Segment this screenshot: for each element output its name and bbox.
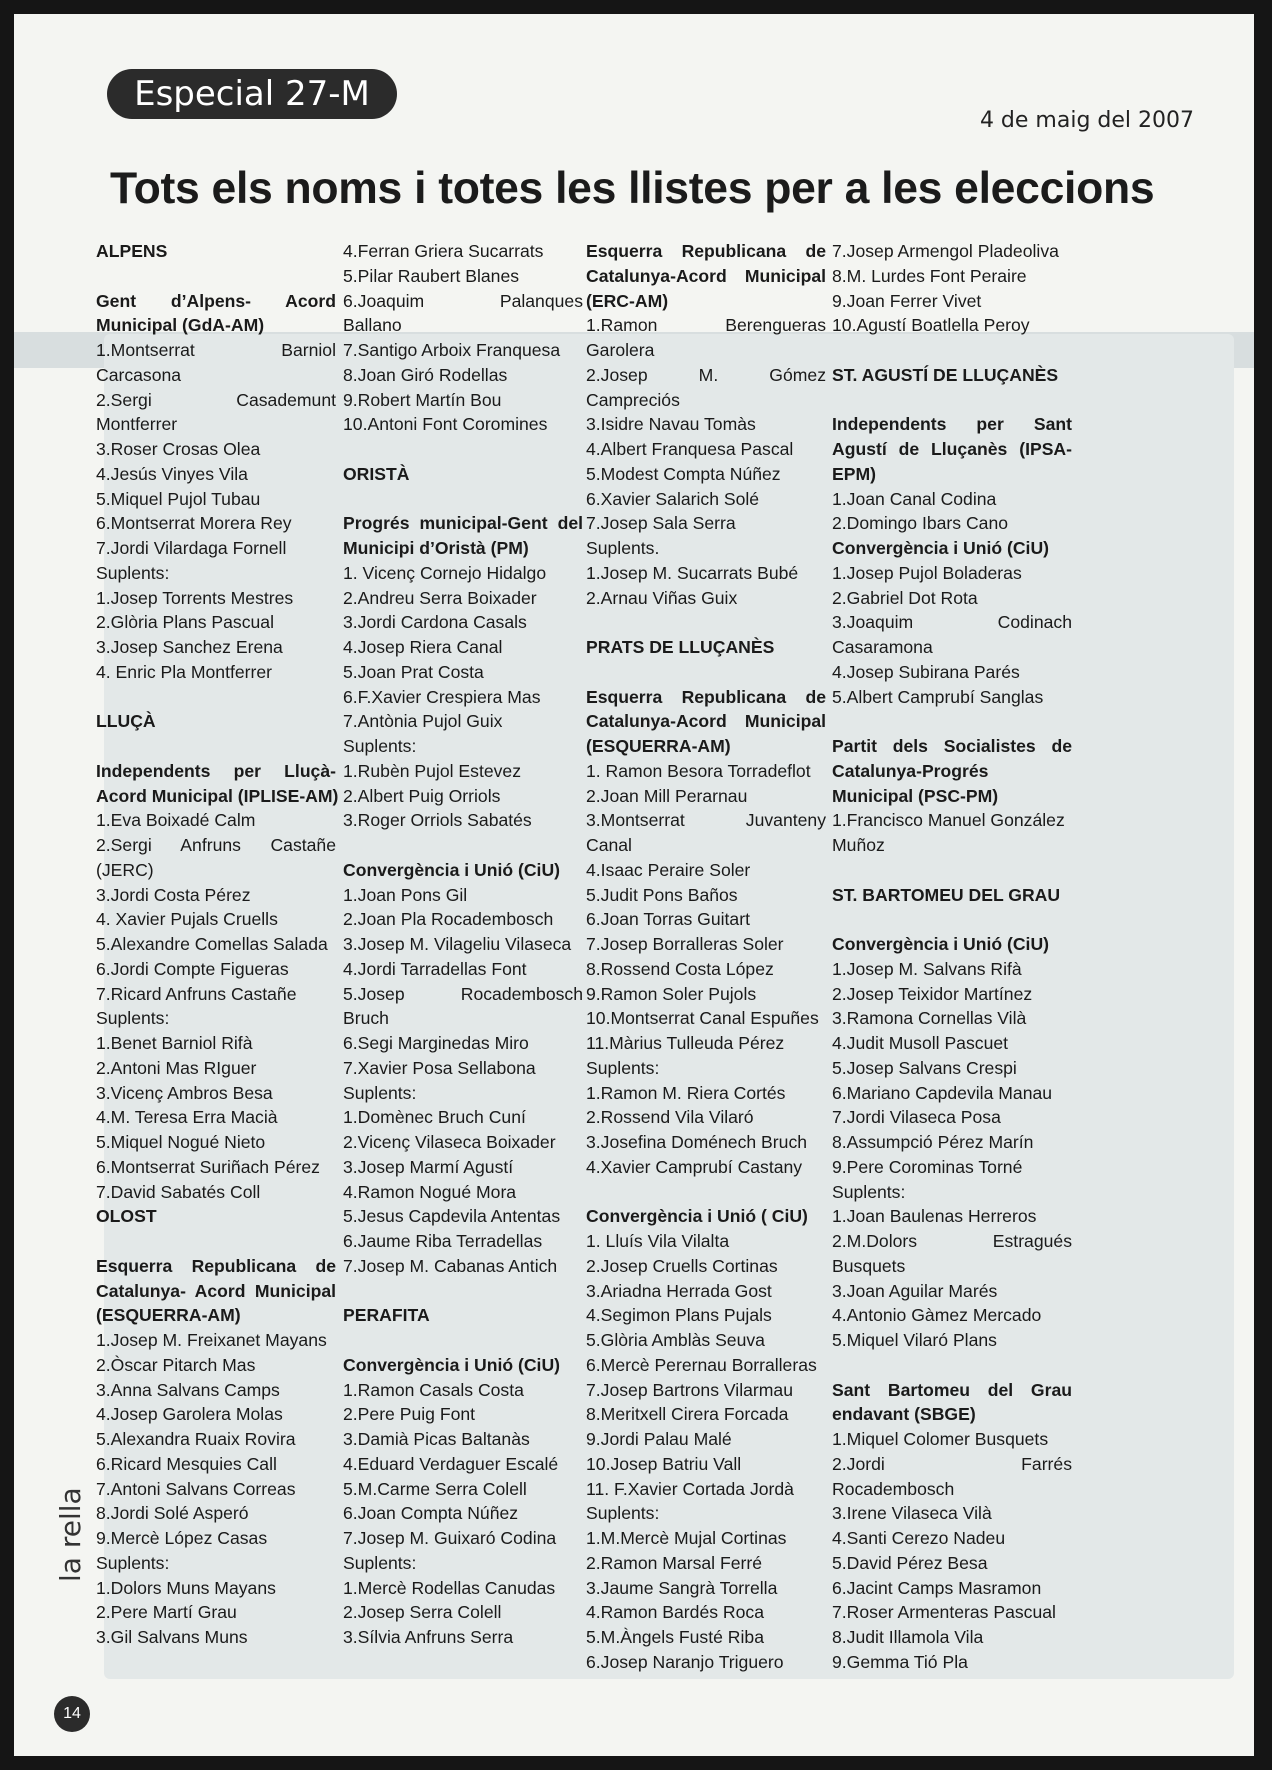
candidate-line: 4.Jesús Vinyes Vila (96, 463, 248, 484)
spacer (96, 685, 336, 710)
spacer (343, 487, 583, 512)
candidate-line: 4.Jordi Tarradellas Font (343, 958, 527, 979)
candidate-line: 9.Gemma Tió Pla (832, 1651, 968, 1672)
municipality-heading: LLUÇÀ (96, 711, 156, 732)
candidate-line: 1.Miquel Colomer Busquets (832, 1429, 1049, 1449)
candidate-line: 2.Joan Pla Rocadembosch (343, 909, 554, 930)
candidate-line: Muñoz (832, 835, 885, 855)
candidate-line: 4.Josep Riera Canal (343, 637, 503, 657)
list-column-2 (343, 239, 583, 1650)
candidate-line: Suplents: (343, 736, 417, 756)
candidate-line: 7.Josep Armengol Pladeoliva (832, 241, 1059, 261)
candidate-line: 10.Josep Batriu Vall (586, 1453, 742, 1474)
candidate-line: 7.Jordi Vilaseca Posa (832, 1107, 1001, 1128)
candidate-line: 3.Vicenç Ambros Besa (96, 1082, 273, 1103)
candidate-line: 6.Jaume Riba Terradellas (343, 1231, 543, 1251)
candidate-line: 10.Agustí Boatlella Peroy (832, 315, 1030, 336)
candidate-line: 7.Josep M. Cabanas Antich (343, 1255, 558, 1276)
list-column-4 (832, 239, 1072, 1675)
candidate-line: 2.Vicenç Vilaseca Boixader (343, 1132, 556, 1152)
candidate-line: 7.Roser Armenteras Pascual (832, 1602, 1056, 1623)
candidate-line: 6.Joaquim Palanques (343, 290, 583, 311)
list-column-3 (586, 239, 826, 1675)
candidate-line: 2.Arnau Viñas Guix (586, 587, 738, 608)
spacer (832, 858, 1072, 883)
candidate-line: 7.Antònia Pujol Guix (343, 711, 503, 732)
candidate-line: 8.Assumpció Pérez Marín (832, 1132, 1034, 1152)
candidate-line: 4.Santi Cerezo Nadeu (832, 1528, 1006, 1548)
spacer (343, 437, 583, 462)
candidate-line: 6.Joan Torras Guitart (586, 909, 750, 930)
candidate-line: 3.Montserrat Juvanteny (586, 810, 826, 831)
party-name: Municipal (PSC-PM) (832, 785, 999, 806)
candidate-line: 7.Antoni Salvans Correas (96, 1478, 296, 1499)
spacer (343, 1279, 583, 1304)
candidate-line: 4.Isaac Peraire Soler (586, 859, 751, 880)
candidate-line: 2.Josep Serra Colell (343, 1602, 502, 1623)
candidate-line: 1.Montserrat Barniol (96, 340, 336, 360)
party-name: Convergència i Unió ( CiU) (586, 1206, 808, 1227)
candidate-line: 3.Irene Vilaseca Vilà (832, 1503, 992, 1524)
spacer (832, 1353, 1072, 1378)
candidate-line: 3.Ramona Cornellas Vilà (832, 1008, 1027, 1029)
candidate-line: 1.Mercè Rodellas Canudas (343, 1577, 556, 1598)
party-name: Catalunya- Acord Municipal (96, 1280, 336, 1301)
candidate-line: 5.Miquel Vilaró Plans (832, 1330, 997, 1350)
candidate-line: 6.Josep Naranjo Triguero (586, 1651, 784, 1672)
candidate-line: 6.Ricard Mesquies Call (96, 1453, 277, 1474)
candidate-line: 1.Francisco Manuel González (832, 810, 1065, 831)
candidate-line: 5.Joan Prat Costa (343, 661, 484, 682)
candidate-line: 2.Josep Teixidor Martínez (832, 983, 1033, 1004)
candidate-line: 4.Xavier Camprubí Castany (586, 1156, 803, 1177)
candidate-line: 7.Josep M. Guixaró Codina (343, 1528, 557, 1548)
candidate-line: 2.Sergi Casademunt (96, 389, 336, 410)
candidate-line: 1.M.Mercè Mujal Cortinas (586, 1528, 787, 1548)
party-name: Municipal (GdA-AM) (96, 315, 265, 336)
party-name: Catalunya-Acord Municipal (586, 265, 826, 286)
candidate-line: 8.Judit Illamola Vila (832, 1627, 984, 1647)
candidate-line: 2.Albert Puig Orriols (343, 785, 501, 806)
candidate-line: 7.Josep Bartrons Vilarmau (586, 1379, 793, 1400)
candidate-line: Suplents: (343, 1552, 417, 1573)
candidate-line: 1.Joan Baulenas Herreros (832, 1206, 1037, 1227)
candidate-line: 4.Ramon Nogué Mora (343, 1181, 517, 1202)
candidate-line: 2.Sergi Anfruns Castañe (96, 835, 336, 855)
candidate-line: 3.Jaume Sangrà Torrella (586, 1577, 778, 1598)
municipality-heading: ALPENS (96, 241, 168, 261)
candidate-line: 5.David Pérez Besa (832, 1552, 988, 1573)
candidate-line: 4.Josep Subirana Parés (832, 661, 1020, 682)
candidate-line: 3.Joan Aguilar Marés (832, 1280, 998, 1301)
municipality-heading: ORISTÀ (343, 463, 410, 484)
municipality-heading: PRATS DE LLUÇANÈS (586, 637, 775, 657)
candidate-line: 4.Ramon Bardés Roca (586, 1602, 764, 1623)
candidate-line: 9.Ramon Soler Pujols (586, 983, 757, 1004)
candidate-line: 10.Antoni Font Coromines (343, 414, 548, 435)
candidate-line: 7.Xavier Posa Sellabona (343, 1057, 536, 1078)
candidate-line: 4. Enric Pla Montferrer (96, 661, 272, 682)
candidate-line: 4.Eduard Verdaguer Escalé (343, 1453, 559, 1474)
candidate-line: 3.Gil Salvans Muns (96, 1627, 248, 1647)
municipality-heading: ST. BARTOMEU DEL GRAU (832, 884, 1061, 905)
candidate-line: 1.Benet Barniol Rifà (96, 1033, 253, 1053)
spacer (832, 907, 1072, 932)
candidate-line: 1.Rubèn Pujol Estevez (343, 760, 521, 781)
candidate-line: 4.Ferran Griera Sucarrats (343, 241, 544, 261)
candidate-line: 6.Mercè Perernau Borralleras (586, 1354, 817, 1375)
candidate-line: 3.Roger Orriols Sabatés (343, 810, 532, 831)
candidate-line: Suplents. (586, 538, 660, 558)
candidate-line: 7.Ricard Anfruns Castañe (96, 983, 297, 1004)
candidate-line: 1.Josep M. Freixanet Mayans (96, 1330, 327, 1350)
candidate-line: 1.Dolors Muns Mayans (96, 1577, 276, 1598)
party-name: Esquerra Republicana de (586, 686, 826, 707)
spacer (586, 610, 826, 635)
candidate-line: 6.Xavier Salarich Solé (586, 488, 760, 509)
candidate-line: 3.Roser Crosas Olea (96, 439, 261, 459)
candidate-line: 8.Jordi Solé Asperó (96, 1503, 249, 1524)
candidate-line: 6.Mariano Capdevila Manau (832, 1082, 1053, 1103)
candidate-line: 11.Màrius Tulleuda Pérez (586, 1033, 785, 1053)
candidate-line: 5.Glòria Amblàs Seuva (586, 1330, 765, 1350)
spacer (586, 1180, 826, 1205)
candidate-line: 6.Joan Compta Núñez (343, 1503, 519, 1524)
candidate-line: 8.Joan Giró Rodellas (343, 364, 508, 385)
candidate-line: Ballano (343, 315, 402, 336)
party-name: Catalunya-Progrés (832, 760, 989, 781)
spacer (96, 734, 336, 759)
candidate-line: Suplents: (586, 1057, 660, 1078)
party-name: Esquerra Republicana de (586, 241, 826, 261)
candidate-line: 3.Jordi Costa Pérez (96, 884, 251, 905)
candidate-line: 2.Domingo Ibars Cano (832, 513, 1009, 534)
candidate-line: 7.David Sabatés Coll (96, 1181, 261, 1202)
candidate-line: 1.Eva Boixadé Calm (96, 810, 256, 831)
party-name: EPM) (832, 463, 876, 484)
candidate-line: Canal (586, 835, 632, 855)
party-name: Convergència i Unió (CiU) (343, 859, 561, 880)
party-name: (ERC-AM) (586, 290, 669, 311)
candidate-line: 2.Glòria Plans Pascual (96, 612, 274, 633)
candidate-line: 6.Segi Marginedas Miro (343, 1033, 529, 1053)
candidate-line: Bruch (343, 1008, 389, 1029)
candidate-line: 6.Montserrat Morera Rey (96, 513, 292, 534)
spacer (96, 1229, 336, 1254)
candidate-line: 2.Òscar Pitarch Mas (96, 1354, 256, 1375)
candidate-line: 3.Isidre Navau Tomàs (586, 414, 756, 435)
candidate-line: 1. Ramon Besora Torradeflot (586, 760, 811, 781)
candidate-line: 2.Rossend Vila Vilaró (586, 1107, 754, 1128)
candidate-line: 5.M.Carme Serra Colell (343, 1478, 527, 1499)
candidate-line: 6.Jordi Compte Figueras (96, 958, 289, 979)
candidate-line: 8.Meritxell Cirera Forcada (586, 1404, 789, 1425)
party-name: Independents per Sant (832, 414, 1072, 435)
spacer (586, 660, 826, 685)
candidate-line: 4.Albert Franquesa Pascal (586, 439, 794, 459)
candidate-line: 1.Josep Torrents Mestres (96, 587, 294, 608)
candidate-line: 5.Alexandra Ruaix Rovira (96, 1429, 296, 1449)
party-name: Agustí de Lluçanès (IPSA- (832, 439, 1072, 459)
candidate-line: 3.Joaquim Codinach (832, 612, 1072, 633)
candidate-line: 7.Josep Borralleras Soler (586, 934, 784, 954)
candidate-line: 9.Robert Martín Bou (343, 389, 502, 410)
party-name: Convergència i Unió (CiU) (832, 934, 1050, 954)
candidate-line: Garolera (586, 340, 655, 360)
candidate-line: Suplents: (832, 1181, 906, 1202)
candidate-line: 5.Pilar Raubert Blanes (343, 265, 520, 286)
candidate-line: 11. F.Xavier Cortada Jordà (586, 1478, 794, 1499)
publication-name: la rella (54, 1487, 87, 1582)
candidate-line: 3.Josep Sanchez Erena (96, 637, 283, 657)
candidate-line: 5.Jesus Capdevila Antentas (343, 1206, 561, 1227)
candidate-line: 1.Joan Pons Gil (343, 884, 468, 905)
page-number: 14 (54, 1696, 90, 1732)
candidate-line: 4.Segimon Plans Pujals (586, 1305, 772, 1326)
party-name: Convergència i Unió (CiU) (343, 1354, 561, 1375)
candidate-line: 3.Anna Salvans Camps (96, 1379, 280, 1400)
candidate-line: 4.Josep Garolera Molas (96, 1404, 283, 1425)
candidate-line: 1.Josep M. Salvans Rifà (832, 958, 1022, 979)
candidate-line: 1.Ramon Casals Costa (343, 1379, 524, 1400)
candidate-line: 6.Montserrat Suriñach Pérez (96, 1156, 320, 1177)
candidate-line: Suplents: (96, 1552, 170, 1573)
candidate-line: Suplents: (96, 1008, 170, 1029)
candidate-line: Busquets (832, 1255, 906, 1276)
party-name: Esquerra Republicana de (96, 1255, 336, 1276)
party-name: Convergència i Unió (CiU) (832, 538, 1050, 558)
candidate-line: 5.Josep Rocadembosch (343, 983, 583, 1004)
candidate-line: Suplents: (586, 1503, 660, 1524)
candidate-line: 5.Miquel Pujol Tubau (96, 488, 261, 509)
candidate-line: 1. Vicenç Cornejo Hidalgo (343, 562, 547, 583)
candidate-line: 3.Josefina Doménech Bruch (586, 1132, 808, 1152)
candidate-line: 2.Jordi Farrés (832, 1453, 1072, 1474)
candidate-line: 5.Miquel Nogué Nieto (96, 1132, 266, 1152)
newspaper-page (14, 14, 1254, 1756)
candidate-line: 3.Damià Picas Baltanàs (343, 1429, 530, 1449)
party-name: Gent d’Alpens- Acord (96, 290, 336, 311)
candidate-line: 10.Montserrat Canal Espuñes (586, 1008, 819, 1029)
party-name: Independents per Lluçà- (96, 760, 336, 781)
candidate-line: 1.Josep M. Sucarrats Bubé (586, 562, 799, 583)
municipality-heading: ST. AGUSTÍ DE LLUÇANÈS (832, 364, 1059, 385)
candidate-line: 5.Albert Camprubí Sanglas (832, 686, 1044, 707)
candidate-line: 5.Alexandre Comellas Salada (96, 934, 328, 954)
candidate-line: 2.Ramon Marsal Ferré (586, 1552, 762, 1573)
candidate-line: 2.Andreu Serra Boixader (343, 587, 537, 608)
candidate-line: 1.Ramon M. Riera Cortés (586, 1082, 786, 1103)
candidate-line: 3.Josep Marmí Agustí (343, 1156, 514, 1177)
candidate-line: 3.Josep M. Vilageliu Vilaseca (343, 934, 572, 954)
spacer (832, 338, 1072, 363)
candidate-line: Suplents: (96, 562, 170, 583)
spacer (343, 833, 583, 858)
candidate-line: 4.M. Teresa Erra Macià (96, 1107, 278, 1128)
headline: Tots els noms i totes les llistes per a les eleccions (110, 164, 1155, 213)
section-badge: Especial 27-M (107, 69, 397, 119)
candidate-line: 5.Josep Salvans Crespi (832, 1057, 1017, 1078)
candidate-line: 2.Josep M. Gómez (586, 364, 826, 385)
candidate-line: 2.Pere Martí Grau (96, 1602, 237, 1623)
party-name: Municipi d’Oristà (PM) (343, 538, 529, 558)
candidate-line: 7.Josep Sala Serra (586, 513, 736, 534)
spacer (343, 1328, 583, 1353)
candidate-line: 2.Josep Cruells Cortinas (586, 1255, 778, 1276)
candidate-line: 1.Domènec Bruch Cuní (343, 1107, 526, 1128)
party-name: Progrés municipal-Gent del (343, 513, 583, 534)
issue-date: 4 de maig del 2007 (979, 108, 1194, 133)
candidate-line: 2.Gabriel Dot Rota (832, 587, 978, 608)
candidate-line: 3.Jordi Cardona Casals (343, 612, 527, 633)
candidate-line: 9.Joan Ferrer Vivet (832, 290, 982, 311)
candidate-line: 1.Joan Canal Codina (832, 488, 997, 509)
party-name: Partit dels Socialistes de (832, 736, 1072, 756)
spacer (832, 388, 1072, 413)
party-name: (ESQUERRA-AM) (586, 736, 731, 756)
candidate-line: 8.M. Lurdes Font Peraire (832, 265, 1027, 286)
candidate-line: Campreciós (586, 389, 680, 410)
candidate-line: 2.Pere Puig Font (343, 1404, 476, 1425)
party-name: endavant (SBGE) (832, 1404, 976, 1425)
candidate-line: Rocadembosch (832, 1478, 955, 1499)
party-name: Sant Bartomeu del Grau (832, 1379, 1072, 1400)
candidate-line: (JERC) (96, 859, 154, 880)
candidate-line: 6.F.Xavier Crespiera Mas (343, 686, 541, 707)
candidate-line: 1. Lluís Vila Vilalta (586, 1231, 730, 1251)
candidate-line: 3.Ariadna Herrada Gost (586, 1280, 772, 1301)
candidate-line: Montferrer (96, 414, 178, 435)
municipality-heading: PERAFITA (343, 1305, 430, 1326)
candidate-line: 2.M.Dolors Estragués (832, 1231, 1072, 1251)
municipality-heading: OLOST (96, 1206, 157, 1227)
candidate-line: 2.Antoni Mas RIguer (96, 1057, 257, 1078)
party-name: Catalunya-Acord Municipal (586, 711, 826, 732)
candidate-line: 1.Ramon Berengueras (586, 315, 826, 336)
candidate-line: 9.Jordi Palau Malé (586, 1429, 732, 1449)
candidate-line: 4.Judit Musoll Pascuet (832, 1033, 1009, 1053)
candidate-line: 4. Xavier Pujals Cruells (96, 909, 278, 930)
candidate-line: 5.M.Àngels Fusté Riba (586, 1627, 764, 1647)
candidate-line: 7.Santigo Arboix Franquesa (343, 340, 561, 360)
spacer (832, 709, 1072, 734)
candidate-line: 9.Pere Corominas Torné (832, 1156, 1023, 1177)
candidate-line: 4.Antonio Gàmez Mercado (832, 1305, 1042, 1326)
candidate-line: 2.Joan Mill Perarnau (586, 785, 748, 806)
candidate-line: 3.Sílvia Anfruns Serra (343, 1627, 514, 1647)
candidate-line: 5.Modest Compta Núñez (586, 463, 781, 484)
party-name: (ESQUERRA-AM) (96, 1305, 241, 1326)
candidate-line: Carcasona (96, 364, 182, 385)
candidate-line: 6.Jacint Camps Masramon (832, 1577, 1042, 1598)
candidate-line: 9.Mercè López Casas (96, 1528, 268, 1548)
candidate-line: 7.Jordi Vilardaga Fornell (96, 538, 287, 558)
candidate-line: 1.Josep Pujol Boladeras (832, 562, 1022, 583)
candidate-line: Casaramona (832, 637, 933, 657)
candidate-line: 8.Rossend Costa López (586, 958, 774, 979)
party-name: Acord Municipal (IPLISE-AM) (96, 785, 339, 806)
candidate-line: 5.Judit Pons Baños (586, 884, 738, 905)
spacer (96, 264, 336, 289)
list-column-1 (96, 239, 339, 1650)
candidate-line: Suplents: (343, 1082, 417, 1103)
